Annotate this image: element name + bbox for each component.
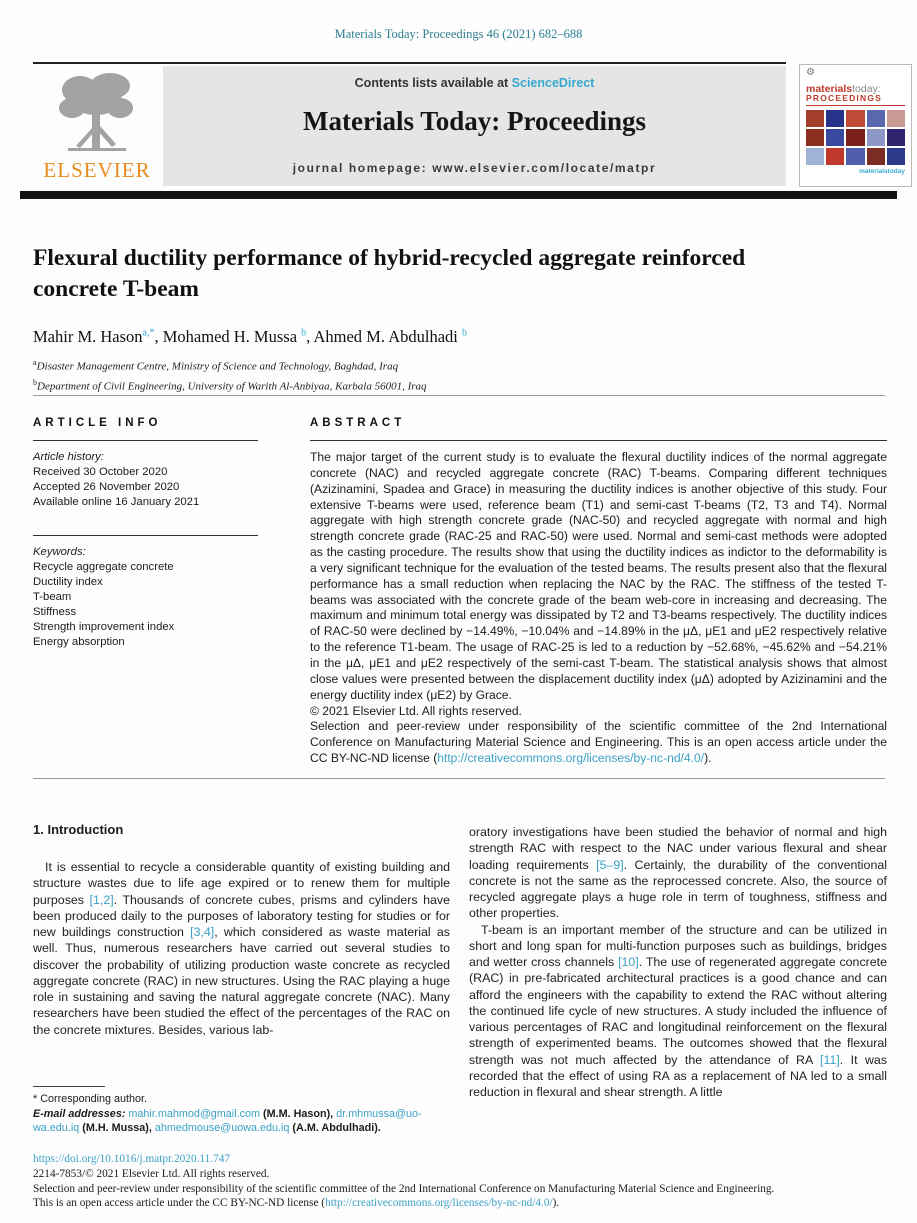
- corresponding-author-footnote: [33, 1086, 457, 1136]
- page-footer: [33, 1152, 895, 1211]
- abstract-selection-note: [310, 719, 887, 767]
- abstract-rule: [310, 440, 887, 441]
- abstract-body: The major target of the current study is to evaluate the flexural ductility indices of the normal aggregate concrete (NAC) and recycled aggregate concrete (RAC) T-beams. Comparing different techniques (Azizinamini, Spadea and Grace) in measuring the ductility indices is another objective of this study. Four extensive T-beams were used, reference beam (T1) and semi-cast T-beams (T2, T3 and T4). Normal aggregate with high strength concrete grade (NAC-50) and recycled aggregate with normal and high strength concrete grade (RAC-25 and RAC-50) were used. Normal and semi-cast methods were adopted as the casting procedure. The results show that using the ductility indices as indictor to the deformability is a very significant technique for the evaluation of the tested beams. The results present also that the flexural performance has a small reduction when replacing the NAC by the RAC. The stiffness of the tested T-beams was associated with the concrete grade of the beam web-core in increasing and decreasing. The maximum and minimum total energy was dissipated by T2 and T3-beams respectively. The ductility indices of RAC-50 were declined by −14.49%, −10.04% and −14.89% in the μΔ, μE1 and μE2 respectively relative to the reference T1-beam. The usage of RAC-25 is led to a reduction by −52.68%, −45.62% and −54.21% in the μΔ, μE1 and μE2 respectively of the semi-cast T-beam. The statistical analysis shows that almost close values were presented between the displacement ductility index (μΔ) adopted by Azizinamini and the energy ductility index (μE2) by Grace.: [310, 450, 887, 702]
- history-item: Accepted 26 November 2020: [33, 481, 180, 493]
- cover-tile: [867, 129, 885, 146]
- cover-tile: [887, 148, 905, 165]
- elsevier-tree-icon: [33, 68, 161, 160]
- author-affiliation-mark[interactable]: b: [461, 327, 467, 339]
- intro-left-column: [33, 822, 450, 1038]
- abstract-copyright: © 2021 Elsevier Ltd. All rights reserved.: [310, 703, 522, 718]
- section-rule-bottom: [33, 778, 885, 779]
- article-info-section: [33, 417, 258, 650]
- email-link[interactable]: ahmedmouse@uowa.edu.iq: [154, 1122, 290, 1134]
- history-label: Article history:: [33, 451, 104, 463]
- author-affiliation-mark[interactable]: a,*: [142, 327, 155, 339]
- cover-tile: [806, 110, 824, 127]
- footer-license-text: This is an open access article under the CC BY-NC-ND license (: [33, 1197, 326, 1210]
- elsevier-logo: [33, 68, 161, 190]
- keyword-item: Recycle aggregate concrete: [33, 561, 174, 573]
- keyword-item: Stiffness: [33, 606, 77, 618]
- cover-brand-gray: today:: [852, 83, 881, 95]
- affiliation-sup: b: [33, 377, 37, 387]
- article-info-rule: [33, 440, 258, 441]
- cover-brand-red: materials: [806, 83, 853, 95]
- cover-tile: [887, 110, 905, 127]
- author-name: Mohamed H. Mussa: [162, 327, 298, 346]
- email-addresses-line: [33, 1107, 457, 1136]
- footer-selection-line: Selection and peer-review under responsibility of the scientific committee of the 2nd International Conference on Manufacturing Material Science and Engineering.: [33, 1182, 775, 1195]
- paper-title: Flexural ductility performance of hybrid-recycled aggregate reinforced concrete T-beam: [33, 245, 746, 302]
- journal-citation: Materials Today: Proceedings 46 (2021) 682–688: [334, 27, 583, 41]
- cover-footer-text: materialstoday: [859, 168, 905, 175]
- footnote-rule: [33, 1086, 105, 1087]
- footer-license-close: ).: [552, 1197, 560, 1210]
- masthead-divider-bar: [20, 191, 897, 199]
- elsevier-wordmark: ELSEVIER: [43, 158, 151, 182]
- article-info-heading: ARTICLE INFO: [33, 417, 162, 429]
- author-name: Ahmed M. Abdulhadi: [313, 327, 458, 346]
- affiliation-text: Disaster Management Centre, Ministry of Science and Technology, Baghdad, Iraq: [36, 360, 399, 373]
- journal-title: Materials Today: Proceedings: [303, 106, 646, 136]
- author-line: [33, 327, 853, 347]
- affiliation-sup: a: [33, 358, 37, 367]
- history-item: Received 30 October 2020: [33, 466, 168, 478]
- affiliations: [33, 355, 853, 394]
- masthead-top-rule: [33, 62, 786, 64]
- abstract-section: [310, 417, 887, 767]
- cover-tile: [806, 148, 824, 165]
- author-affiliation-mark[interactable]: b: [301, 327, 307, 339]
- footer-license-link[interactable]: http://creativecommons.org/licenses/by-nc-nd/4.0/: [325, 1197, 553, 1210]
- keywords-label: Keywords:: [33, 546, 86, 558]
- abstract-heading: ABSTRACT: [310, 417, 406, 429]
- intro-right-column: [469, 824, 887, 1100]
- keyword-item: Ductility index: [33, 576, 103, 588]
- license-link[interactable]: http://creativecommons.org/licenses/by-nc-nd/4.0/: [437, 751, 705, 766]
- cover-tile: [846, 110, 864, 127]
- journal-cover-thumbnail[interactable]: [799, 64, 912, 187]
- keyword-item: Strength improvement index: [33, 621, 175, 633]
- cover-tile: [826, 129, 844, 146]
- cover-tile: [846, 148, 864, 165]
- corresponding-author-line: * Corresponding author.: [33, 1093, 148, 1105]
- sciencedirect-link[interactable]: ScienceDirect: [511, 76, 595, 90]
- doi-link[interactable]: https://doi.org/10.1016/j.matpr.2020.11.747: [33, 1153, 231, 1165]
- author-separator: ,: [154, 327, 163, 346]
- contents-line: [163, 76, 786, 90]
- email-owner: (A.M. Abdulhadi).: [289, 1122, 381, 1134]
- intro-paragraph: T-beam is an important member of the structure and can be utilized in short and long span for multi-function purposes such as buildings, bridges and wetter cross channels [10]. The use of regenerated aggregate concrete (RAC) in pre-fabricated architectural practices is a good chance and can afford the engineers with the capability to extend the RAC without altering the continued life cycle of new structures. A study included the influence of various percentages of RAC and longitudinal reinforcement on the flexural strength of experimented beams. The outcomes showed that the flexural strength was not much affected by the attendance of RA [11]. It was recorded that the effect of using RA as a replacement of NA led to a small reduction in flexural and shear strength. A little: [469, 922, 888, 1099]
- cover-tile: [806, 129, 824, 146]
- keyword-item: T-beam: [33, 591, 72, 603]
- affiliation-line: [33, 375, 853, 395]
- section-rule-top: [33, 395, 885, 396]
- cover-tile: [826, 148, 844, 165]
- introduction-heading: 1. Introduction: [33, 822, 124, 837]
- author-name: Mahir M. Hason: [33, 327, 143, 346]
- footer-license-line: [33, 1196, 895, 1211]
- email-owner: (M.H. Mussa),: [79, 1122, 155, 1134]
- keyword-item: Energy absorption: [33, 636, 125, 648]
- cover-tile: [846, 129, 864, 146]
- email-label: E-mail addresses:: [33, 1107, 129, 1120]
- selection-text: Selection and peer-review under responsibility of the scientific committee of the 2nd International Conference on Manufacturing Material Science and Engineering. This is an open access article under the CC BY-NC-ND license (: [310, 719, 887, 766]
- cover-tile: [867, 148, 885, 165]
- author-separator: ,: [306, 327, 314, 346]
- cover-tile: [887, 129, 905, 146]
- cover-tile: [867, 110, 885, 127]
- contents-prefix: Contents lists available at: [354, 76, 512, 90]
- cover-tile: [826, 110, 844, 127]
- issn-copyright-line: 2214-7853/© 2021 Elsevier Ltd. All rights reserved.: [33, 1167, 270, 1180]
- affiliation-line: [33, 355, 853, 375]
- email-link[interactable]: dr.mhmussa@uo-wa.edu.iq: [33, 1107, 422, 1134]
- intro-paragraph: It is essential to recycle a considerable quantity of existing building and structure wastes due to life age expired or to renew them for multiple purposes [1,2]. Thousands of concrete cubes, prisms and cylinders have been produced daily to the purposes of laboratory testing for studies or for new buildings construction [3,4], which considered as waste material as well. Thus, numerous researchers have carried out several studies to discover the probability of utilizing production waste concrete as recycled aggregate concrete (RAC) in new structures. Using the RAC playing a huge role in sustaining and saving the natural aggregate concrete (NAC). Many researchers have been studied the effect of the percentages of the RAC on the concrete mixtures. Besides, various lab-: [33, 860, 451, 1037]
- selection-text-close: ).: [704, 751, 712, 766]
- cover-tiles: [806, 110, 905, 165]
- intro-paragraph: oratory investigations have been studied the behavior of normal and high strength RAC with respect to the NAC under various flexural and shear loading requirements [5–9]. Certainly, the durability of the conventional concrete is not the same as the reprocessed concrete. Also, the source of recycled aggregate plays a huge role in term of toughness, stiffness and other properties.: [469, 825, 887, 921]
- email-link[interactable]: mahir.mahmod@gmail.com: [128, 1107, 260, 1120]
- journal-homepage-link[interactable]: journal homepage: www.elsevier.com/locate/matpr: [292, 161, 657, 175]
- cover-tree-icon: ⚙: [806, 67, 815, 78]
- journal-header-box: [163, 66, 786, 186]
- cover-subtitle: PROCEEDINGS: [806, 94, 905, 106]
- email-owner: (M.M. Hason),: [260, 1107, 337, 1120]
- affiliation-text: Department of Civil Engineering, University of Warith Al-Anbiyaa, Karbala 56001, Iraq: [37, 380, 427, 393]
- history-item: Available online 16 January 2021: [33, 496, 200, 508]
- keywords-rule: [33, 535, 258, 536]
